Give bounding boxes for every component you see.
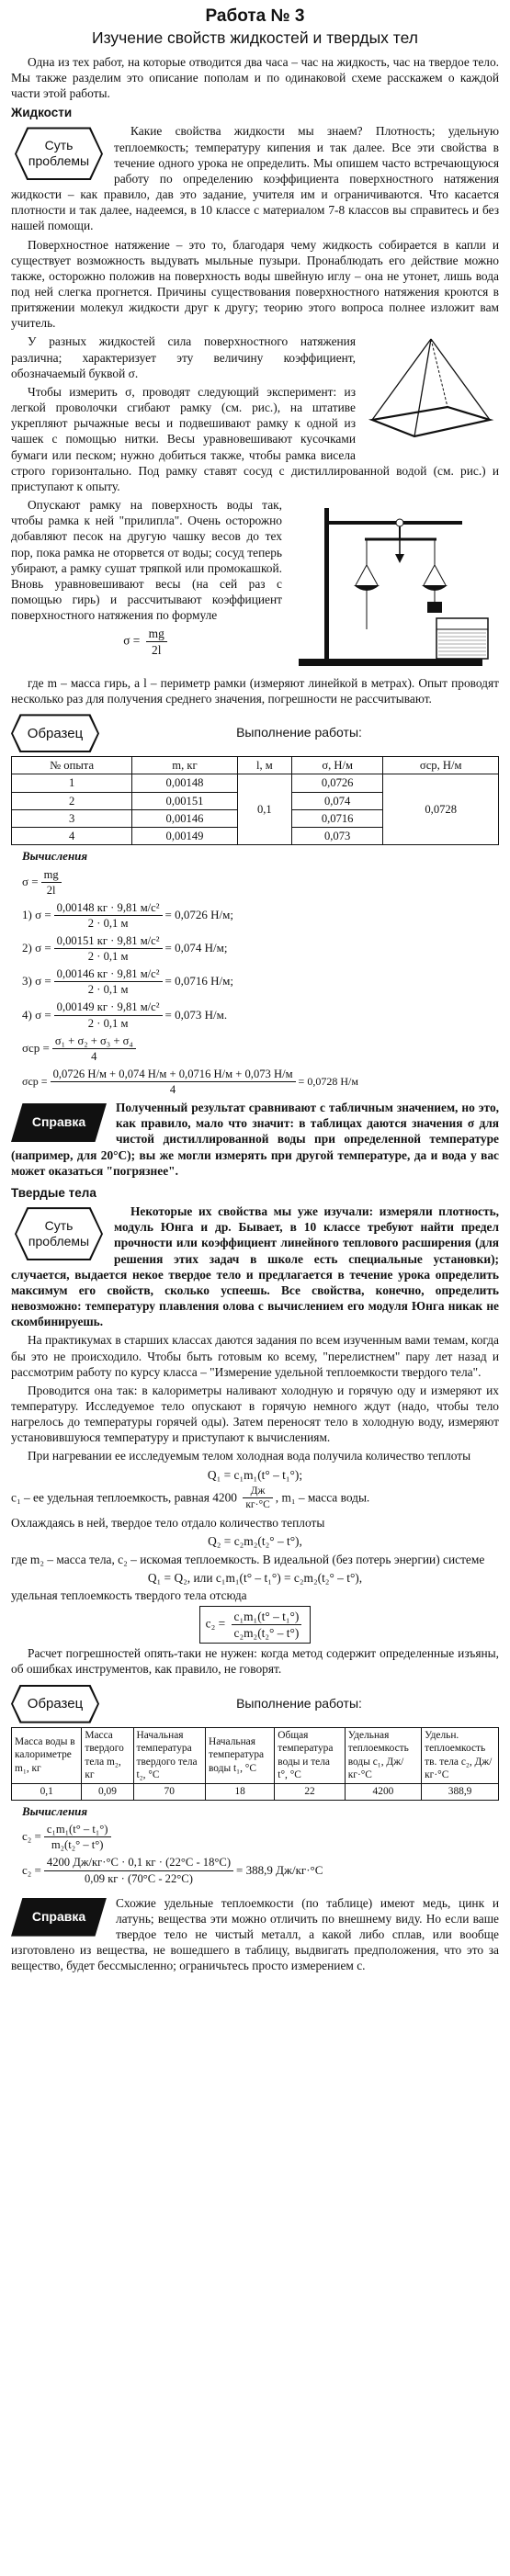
table-header-cell: Удельн. теплоемкость тв. тела c₂, Дж/кг·°C	[422, 1727, 499, 1783]
table-cell: 0,1	[12, 1783, 82, 1800]
page-subtitle: Изучение свойств жидкостей и твердых тел	[92, 28, 418, 48]
calc-result: = 0,073 Н/м.	[164, 1007, 228, 1022]
solids-paragraph-8: удельная теплоемкость твердого тела отсюда	[11, 1587, 247, 1602]
solids-paragraph-6: Охлаждаясь в ней, твердое тело отдало количество теплоты	[11, 1516, 325, 1531]
table-cell: 4	[12, 827, 132, 844]
results-table-1	[11, 756, 499, 845]
reference-badge-label: Справка	[31, 1908, 86, 1924]
calc-line-4	[22, 1000, 499, 1030]
table-cell: 70	[133, 1783, 205, 1800]
page-title: Работа № 3	[205, 6, 305, 26]
table-cell: 1	[12, 774, 132, 792]
calc-result: = 0,0716 Н/м;	[164, 974, 233, 989]
solids-paragraph-2: На практикумах в старших классах даются задания по всем изученным вами темам, когда бы это не происходило. Чтобы быть готовым ко всему, "перелистнем" пару лет назад и рассмотрим работу по курсу класса – "Измерение удельной теплоемкости твердого тела".	[11, 1333, 499, 1379]
wire-frame-illustration	[363, 335, 499, 444]
unit-numerator: Дж	[243, 1485, 272, 1499]
table-cell: 0,0728	[383, 774, 499, 844]
calc-title: Вычисления	[22, 848, 88, 863]
table-cell: 0,074	[291, 792, 382, 809]
calc-formula	[22, 867, 499, 898]
frame-figure	[363, 335, 499, 444]
calc-denominator: 0,09 кг · (70°C - 22°C)	[85, 1871, 193, 1885]
text-fragment: c₁ – ее удельная теплоемкость, равная 4200	[11, 1490, 237, 1505]
calc-denominator: 4	[91, 1049, 97, 1063]
calc-denominator: 2 · 0,1 м	[87, 983, 129, 997]
solids-paragraph-3: Проводится она так: в калориметры наливают холодную и горячую оду и измеряют их температуру. Исследуемое тело опускают в горячую немного ждут (надо, чтобы тело нагрелось до температуры горячей оды). Затем переносят тело в холодную воду, измеряют установившуюся температуру и приступают к вычислениям.	[11, 1383, 499, 1445]
calc-result: = 0,0728 Н/м	[298, 1074, 358, 1088]
problem-badge-liquids	[15, 127, 103, 180]
table-header-cell: Общая температура воды и тела t°, °C	[275, 1727, 345, 1783]
table-cell: 0,00146	[132, 809, 238, 827]
table-header-cell: m, кг	[132, 757, 238, 774]
table-header-cell: № опыта	[12, 757, 132, 774]
sample-header-1	[11, 714, 499, 752]
table-header-cell: σ, Н/м	[291, 757, 382, 774]
sample-badge-2	[11, 1685, 99, 1723]
calc-denominator: 2 · 0,1 м	[87, 950, 129, 964]
calc-numerator: 0,00148 кг · 9,81 м/с²	[54, 900, 163, 916]
reference-badge-1	[11, 1103, 107, 1142]
problem-badge-label: Суть проблемы	[28, 137, 90, 169]
formula-denominator: c₂m₂(t₂° – t°)	[233, 1626, 300, 1641]
table-header-row	[12, 757, 499, 774]
calc-line-2	[22, 933, 499, 964]
calc-denominator: 4	[169, 1082, 176, 1096]
liquids-paragraph-4: Чтобы измерить σ, проводят следующий эксперимент: из легкой проволочки сгибают рамку (см. рис.), на штативе укрепляют рычажные весы и подвешивают рамку к одной из чашек с помощью нитки. Весы уравновешивают кусочками бумаги или песком; нужно добиться также, чтобы рамка висела строго горизонтально. Под рамку ставят сосуд с дистиллированной водой (см. рис.) и приступают к опыту.	[11, 384, 499, 493]
calc-result-2	[22, 1855, 499, 1885]
calc-numerator: 0,00146 кг · 9,81 м/с²	[54, 966, 163, 982]
specific-heat-formula-box	[199, 1606, 312, 1644]
heat-formula-q2: Q₂ = c₂m₂(t₂° – t°),	[208, 1534, 302, 1549]
table-header-cell: σср, Н/м	[383, 757, 499, 774]
solids-paragraph-1: Некоторые их свойства мы уже изучали: измеряли плотность, модуль Юнга и др. Бывает, в 10 классе требуют найти предел прочности или коэффициент линейного теплового расширения (для решения этих задач в школе есть специальные установки); случается, выдается некое твердое тело и предлагается в течение урока определить максимум его свойств, сколько успеешь. Все свойства, конечно, определить невозможно: температуру плавления олова с вычислением его модуля Юнга никак не скомбинируешь.	[11, 1204, 499, 1329]
calc-average-formula	[22, 1034, 499, 1064]
table-cell: 0,09	[82, 1783, 133, 1800]
problem-badge-label: Суть проблемы	[28, 1217, 90, 1249]
table-header-cell: Масса воды в калориметре m₁, кг	[12, 1727, 82, 1783]
calc-result: = 0,0726 Н/м;	[164, 908, 233, 922]
calc-prefix: σср =	[22, 1074, 48, 1088]
results-table-2	[11, 1727, 499, 1801]
balance-setup-illustration	[289, 501, 499, 672]
formula-numerator: c₁m₁(t° – t₁°)	[232, 1609, 302, 1625]
calc-numerator: 0,0726 Н/м + 0,074 Н/м + 0,0716 Н/м + 0,073 Н/м	[51, 1067, 296, 1082]
formula-lhs: σ =	[22, 874, 39, 888]
calc-average-result	[22, 1067, 499, 1097]
formula-denominator: 2l	[152, 643, 162, 658]
solids-paragraph-9: Расчет погрешностей опять-таки не нужен: когда метод содержит определенные изъяны, об ошибках инструментов, как правило, не говорят.	[11, 1646, 499, 1677]
table-cell: 0,00151	[132, 792, 238, 809]
unit-denominator: кг·°C	[245, 1499, 270, 1511]
reference-badge-2	[11, 1898, 107, 1937]
reference-text-2: Схожие удельные теплоемкости (по таблице) имеют медь, цинк и латунь; вещества эти можно отличить по внешнему виду. Но если ваше твердое тело не чистый металл, а какой либо сплав, или вообще изготовлено из вещества, не вошедшего в таблицу, выдвигать предположения, что это за вещество, будет бессмысленно; ограничьтесь просто измерением c.	[11, 1895, 499, 1973]
calc-numerator: 0,00149 кг · 9,81 м/с²	[54, 1000, 163, 1015]
calc-denominator: 2 · 0,1 м	[87, 916, 129, 930]
sample-badge-label: Образец	[27, 1696, 84, 1712]
solids-paragraph-5	[11, 1485, 499, 1512]
table-header-cell: Начальная температура твердого тела t₂, °C	[133, 1727, 205, 1783]
heat-formula-q1: Q₁ = c₁m₁(t° – t₁°);	[207, 1467, 303, 1482]
calc-prefix: c₂ =	[22, 1829, 41, 1844]
reference-text-1: Полученный результат сравнивают с табличным значением, но это, как правило, мало что значит: в таблицах даются значения σ для чистой дистиллированной воды при определенной температуре (например, для 20°C); вы же могли измерять при другой температуре, да и вода у вас может оказаться "погрязнее".	[11, 1101, 499, 1178]
sample-badge-label: Образец	[27, 725, 84, 741]
calc-prefix: σср =	[22, 1040, 50, 1055]
solids-paragraph-7: где m₂ – масса тела, c₂ – искомая теплоемкость. В идеальной (без потерь энергии) системе	[11, 1552, 485, 1566]
sample-badge-1	[11, 714, 99, 752]
sample-label-2: Выполнение работы:	[236, 1695, 362, 1711]
table-cell: 0,00148	[132, 774, 238, 792]
table-header-cell: l, м	[237, 757, 291, 774]
table-header-cell: Начальная температура воды t₁, °C	[205, 1727, 274, 1783]
formula-numerator: mg	[41, 867, 62, 883]
heat-balance-formula: Q₁ = Q₂, или c₁m₁(t° – t₁°) = c₂m₂(t₂° – t°),	[147, 1570, 363, 1585]
calc-title: Вычисления	[22, 1803, 88, 1818]
calc-prefix: 4) σ =	[22, 1007, 51, 1022]
solids-paragraph-4: При нагревании ее исследуемым телом холодная вода получила количество теплоты	[28, 1449, 471, 1463]
calc-numerator: c₁m₁(t° – t₁°)	[44, 1822, 111, 1837]
table-cell: 4200	[345, 1783, 421, 1800]
calc-line-1	[22, 900, 499, 931]
problem-badge-solids	[15, 1207, 103, 1260]
specific-heat-formula	[11, 1606, 499, 1644]
text-fragment: , m₁ – масса воды.	[275, 1490, 370, 1505]
table-cell: 18	[205, 1783, 274, 1800]
table-cell: 388,9	[422, 1783, 499, 1800]
calc-result: = 0,074 Н/м;	[164, 941, 228, 955]
liquids-paragraph-3: У разных жидкостей сила поверхностного натяжения различна; характеризует эту величину коэффициент, обозначаемый буквой σ.	[11, 334, 356, 380]
calc-denominator: m₂(t₂° – t°)	[51, 1838, 104, 1852]
calc-line-3	[22, 966, 499, 997]
balance-figure	[289, 501, 499, 672]
formula-denominator: 2l	[46, 883, 56, 897]
section-heading-solids: Твердые тела	[11, 1185, 96, 1200]
formula-lhs: σ =	[123, 634, 141, 649]
table-cell: 0,073	[291, 827, 382, 844]
table-row	[12, 774, 499, 792]
intro-paragraph: Одна из тех работ, на которые отводится два часа – час на жидкость, час на твердое тело. Мы также разделим это описание пополам и по одинаковой схеме расскажем о каждой части этой работы.	[11, 54, 499, 101]
calc-numerator: 4200 Дж/кг·°C · 0,1 кг · (22°C - 18°C)	[44, 1855, 233, 1870]
liquids-paragraph-5: Опускают рамку на поверхность воды так, чтобы рамка к ней "прилипла". Очень осторожно добавляют песок на другую чашку весов до тех пор, пока рамка не оторвется от воды; сосуд теперь убирают, а рамку сушат тряпкой или промокашкой. Вновь уравновешивают весы (на сей раз с помощью гирь) и рассчитывают коэффициент поверхностного натяжения по формуле	[11, 498, 282, 623]
table-header-row	[12, 1727, 499, 1783]
sample-header-2	[11, 1685, 499, 1723]
section-heading-liquids: Жидкости	[11, 106, 73, 120]
table-header-cell: Масса твердого тела m₂, кг	[82, 1727, 133, 1783]
calc-result: = 388,9 Дж/кг·°C	[236, 1862, 323, 1877]
calculations-2	[22, 1804, 499, 1886]
table-row	[12, 1783, 499, 1800]
calc-formula-2	[22, 1822, 499, 1852]
sample-label-1: Выполнение работы:	[236, 725, 362, 740]
table-cell: 3	[12, 809, 132, 827]
table-cell: 0,0726	[291, 774, 382, 792]
liquids-paragraph-2: Поверхностное натяжение – это то, благодаря чему жидкость собирается в капли и существует возможность выдувать мыльные пузыри. Пронаблюдать его действие можно также, осторожно положив на поверхность воды швейную иглу – она не утонет, лишь вода под ней слегка прогнется. Причины существования поверхностного натяжения кроются в притяжении молекул жидкости друг к другу; теорию этого вопроса полнее изложит вам учитель.	[11, 237, 499, 331]
table-cell: 2	[12, 792, 132, 809]
calc-prefix: 1) σ =	[22, 908, 51, 922]
calc-numerator: 0,00151 кг · 9,81 м/с²	[54, 933, 163, 949]
liquids-paragraph-6: где m – масса гирь, а l – периметр рамки (измеряют линейкой в метрах). Опыт проводят несколько раз для получения среднего значения, погрешности не рассчитывают.	[11, 676, 499, 706]
reference-badge-label: Справка	[31, 1114, 86, 1130]
calc-prefix: 3) σ =	[22, 974, 51, 989]
table-header-cell: Удельная теплоемкость воды c₁, Дж/кг·°C	[345, 1727, 421, 1783]
calc-denominator: 2 · 0,1 м	[87, 1016, 129, 1030]
formula-numerator: mg	[146, 626, 167, 642]
table-cell: 0,0716	[291, 809, 382, 827]
table-cell: 0,1	[237, 774, 291, 844]
formula-lhs: c₂ =	[205, 1616, 226, 1631]
table-cell: 0,00149	[132, 827, 238, 844]
calc-prefix: 2) σ =	[22, 941, 51, 955]
calculations-1	[22, 849, 499, 1097]
calc-prefix: c₂ =	[22, 1862, 41, 1877]
calc-numerator: σ₁ + σ₂ + σ₃ + σ₄	[52, 1034, 136, 1049]
table-cell: 22	[275, 1783, 345, 1800]
liquids-paragraph-1: Какие свойства жидкости мы знаем? Плотность; удельную теплоемкость; температуру кипения и так далее. Все эти свойства в течение одного урока не определить. Мы опишем часто встречающуюся работу по определению коэффициента поверхностного натяжения жидкости – как правило, дав это задание, учителя им и ограничиваются. Что касается плотности и так далее, надеемся, в 10 классе с материалом 7-8 классов вы справитесь и без нашей помощи.	[11, 124, 499, 233]
